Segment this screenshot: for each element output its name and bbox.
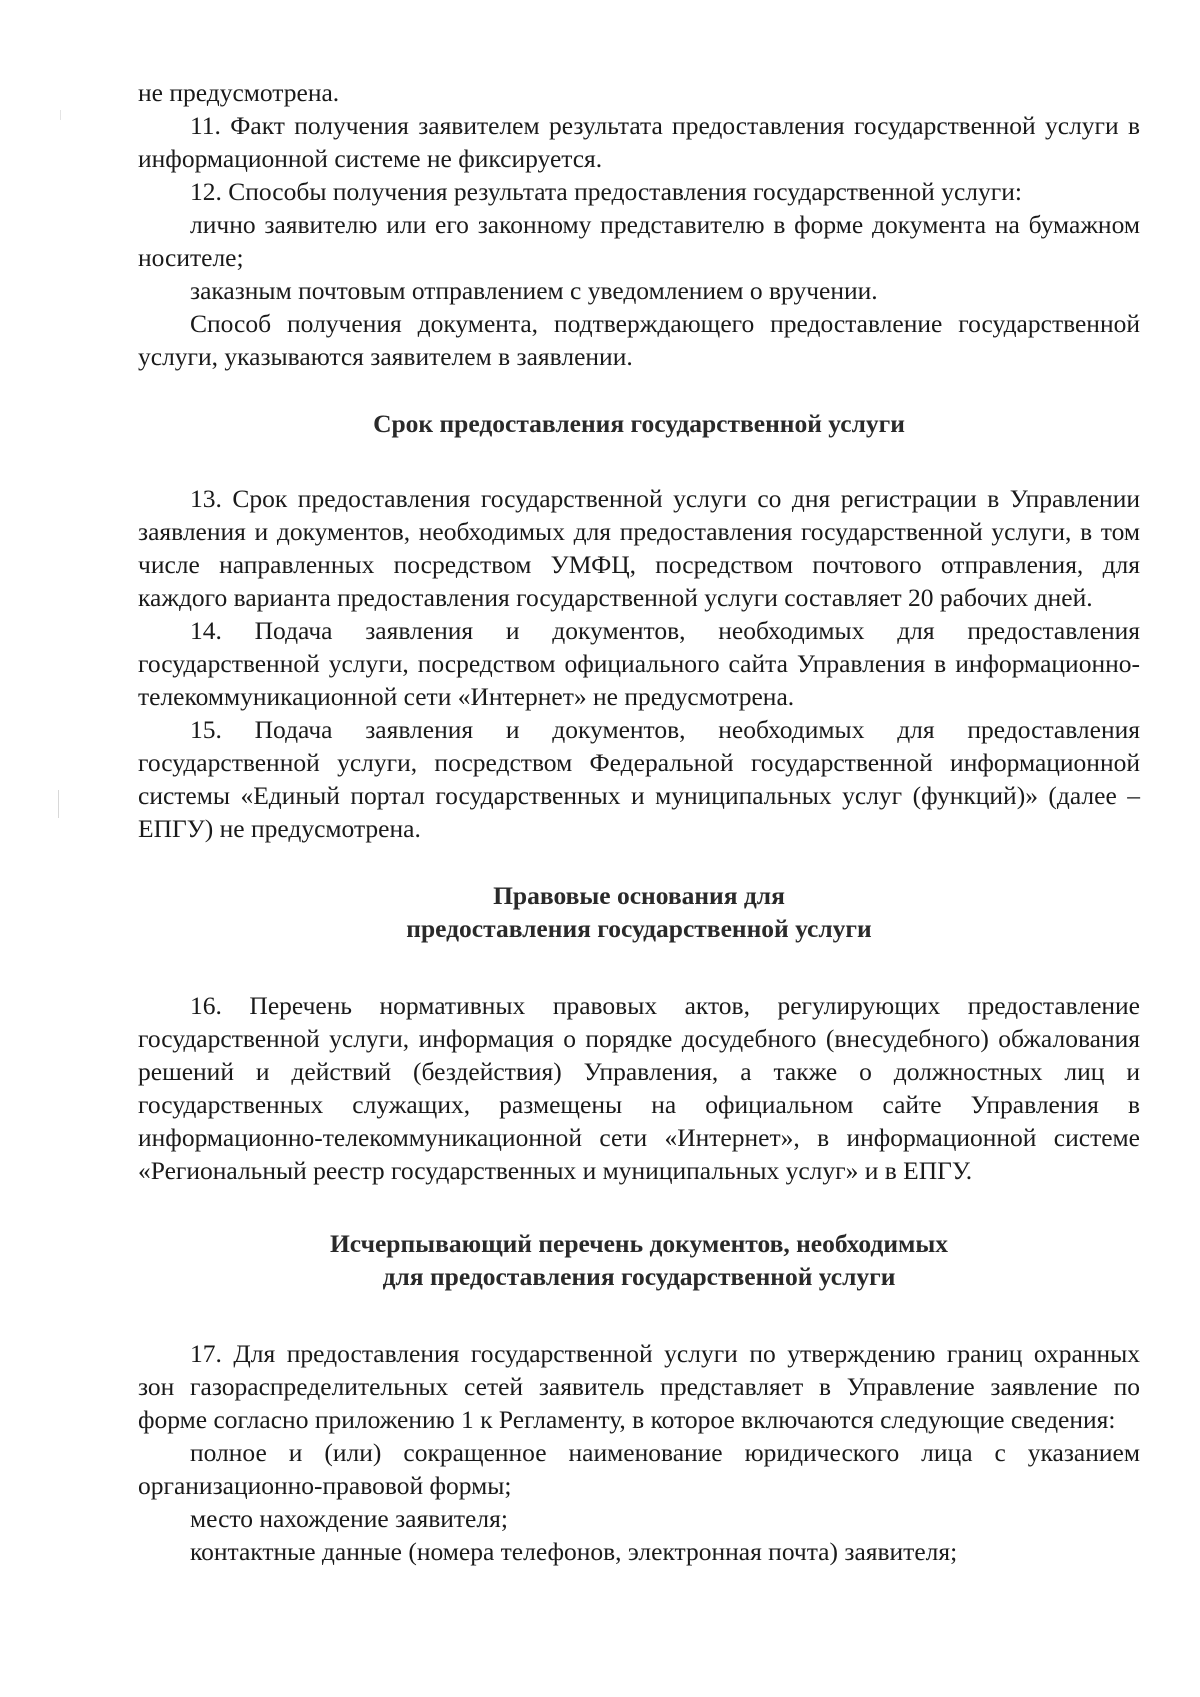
list-item: полное и (или) сокращенное наименование юридического лица с указанием организационно-правовой формы;	[138, 1438, 1140, 1500]
paragraph: не предусмотрена.	[138, 78, 340, 107]
section-heading-legal-basis	[138, 879, 1140, 945]
scan-artifact	[58, 790, 59, 818]
list-item: контактные данные (номера телефонов, электронная почта) заявителя;	[190, 1537, 958, 1566]
heading-line: Правовые основания для	[493, 881, 785, 910]
paragraph-item-12: 12. Способы получения результата предоставления государственной услуги:	[190, 177, 1022, 206]
scan-artifact	[60, 110, 61, 120]
list-item: заказным почтовым отправлением с уведомлением о вручении.	[190, 276, 878, 305]
paragraph-item-16: 16. Перечень нормативных правовых актов, регулирующих предоставление государственной услуги, информация о порядке досудебного (внесудебного) обжалования решений и действий (бездействия) Управления, а также о должностных лиц и государственных служащих, размещены на официальном сайте Управления в информационно-телекоммуникационной сети «Интернет», в информационной системе «Региональный реестр государственных и муниципальных услуг» и в ЕПГУ.	[138, 991, 1140, 1185]
section-heading-documents	[138, 1227, 1140, 1293]
heading-line: предоставления государственной услуги	[406, 914, 872, 943]
paragraph-item-11: 11. Факт получения заявителем результата предоставления государственной услуги в информационной системе не фиксируется.	[138, 111, 1140, 173]
list-item: лично заявителю или его законному представителю в форме документа на бумажном носителе;	[138, 210, 1140, 272]
paragraph-item-15: 15. Подача заявления и документов, необходимых для предоставления государственной услуги, посредством Федеральной государственной информационной системы «Единый портал государственных и муниципальных услуг (функций)» (далее – ЕПГУ) не предусмотрена.	[138, 715, 1140, 843]
paragraph-item-14: 14. Подача заявления и документов, необходимых для предоставления государственной услуги, посредством официального сайта Управления в информационно-телекоммуникационной сети «Интернет» не предусмотрена.	[138, 616, 1140, 711]
paragraph: Способ получения документа, подтверждающего предоставление государственной услуги, указываются заявителем в заявлении.	[138, 309, 1140, 371]
section-heading-term: Срок предоставления государственной услуги	[373, 409, 905, 438]
list-item: место нахождение заявителя;	[190, 1504, 508, 1533]
heading-line: для предоставления государственной услуги	[382, 1262, 896, 1291]
paragraph-item-13: 13. Срок предоставления государственной услуги со дня регистрации в Управлении заявления и документов, необходимых для предоставления государственной услуги, в том числе направленных посредством УМФЦ, посредством почтового отправления, для каждого варианта предоставления государственной услуги составляет 20 рабочих дней.	[138, 484, 1140, 612]
heading-line: Исчерпывающий перечень документов, необходимых	[329, 1229, 949, 1258]
paragraph-item-17: 17. Для предоставления государственной услуги по утверждению границ охранных зон газораспределительных сетей заявитель представляет в Управление заявление по форме согласно приложению 1 к Регламенту, в которое включаются следующие сведения:	[138, 1339, 1140, 1434]
document-page	[138, 76, 1140, 1568]
